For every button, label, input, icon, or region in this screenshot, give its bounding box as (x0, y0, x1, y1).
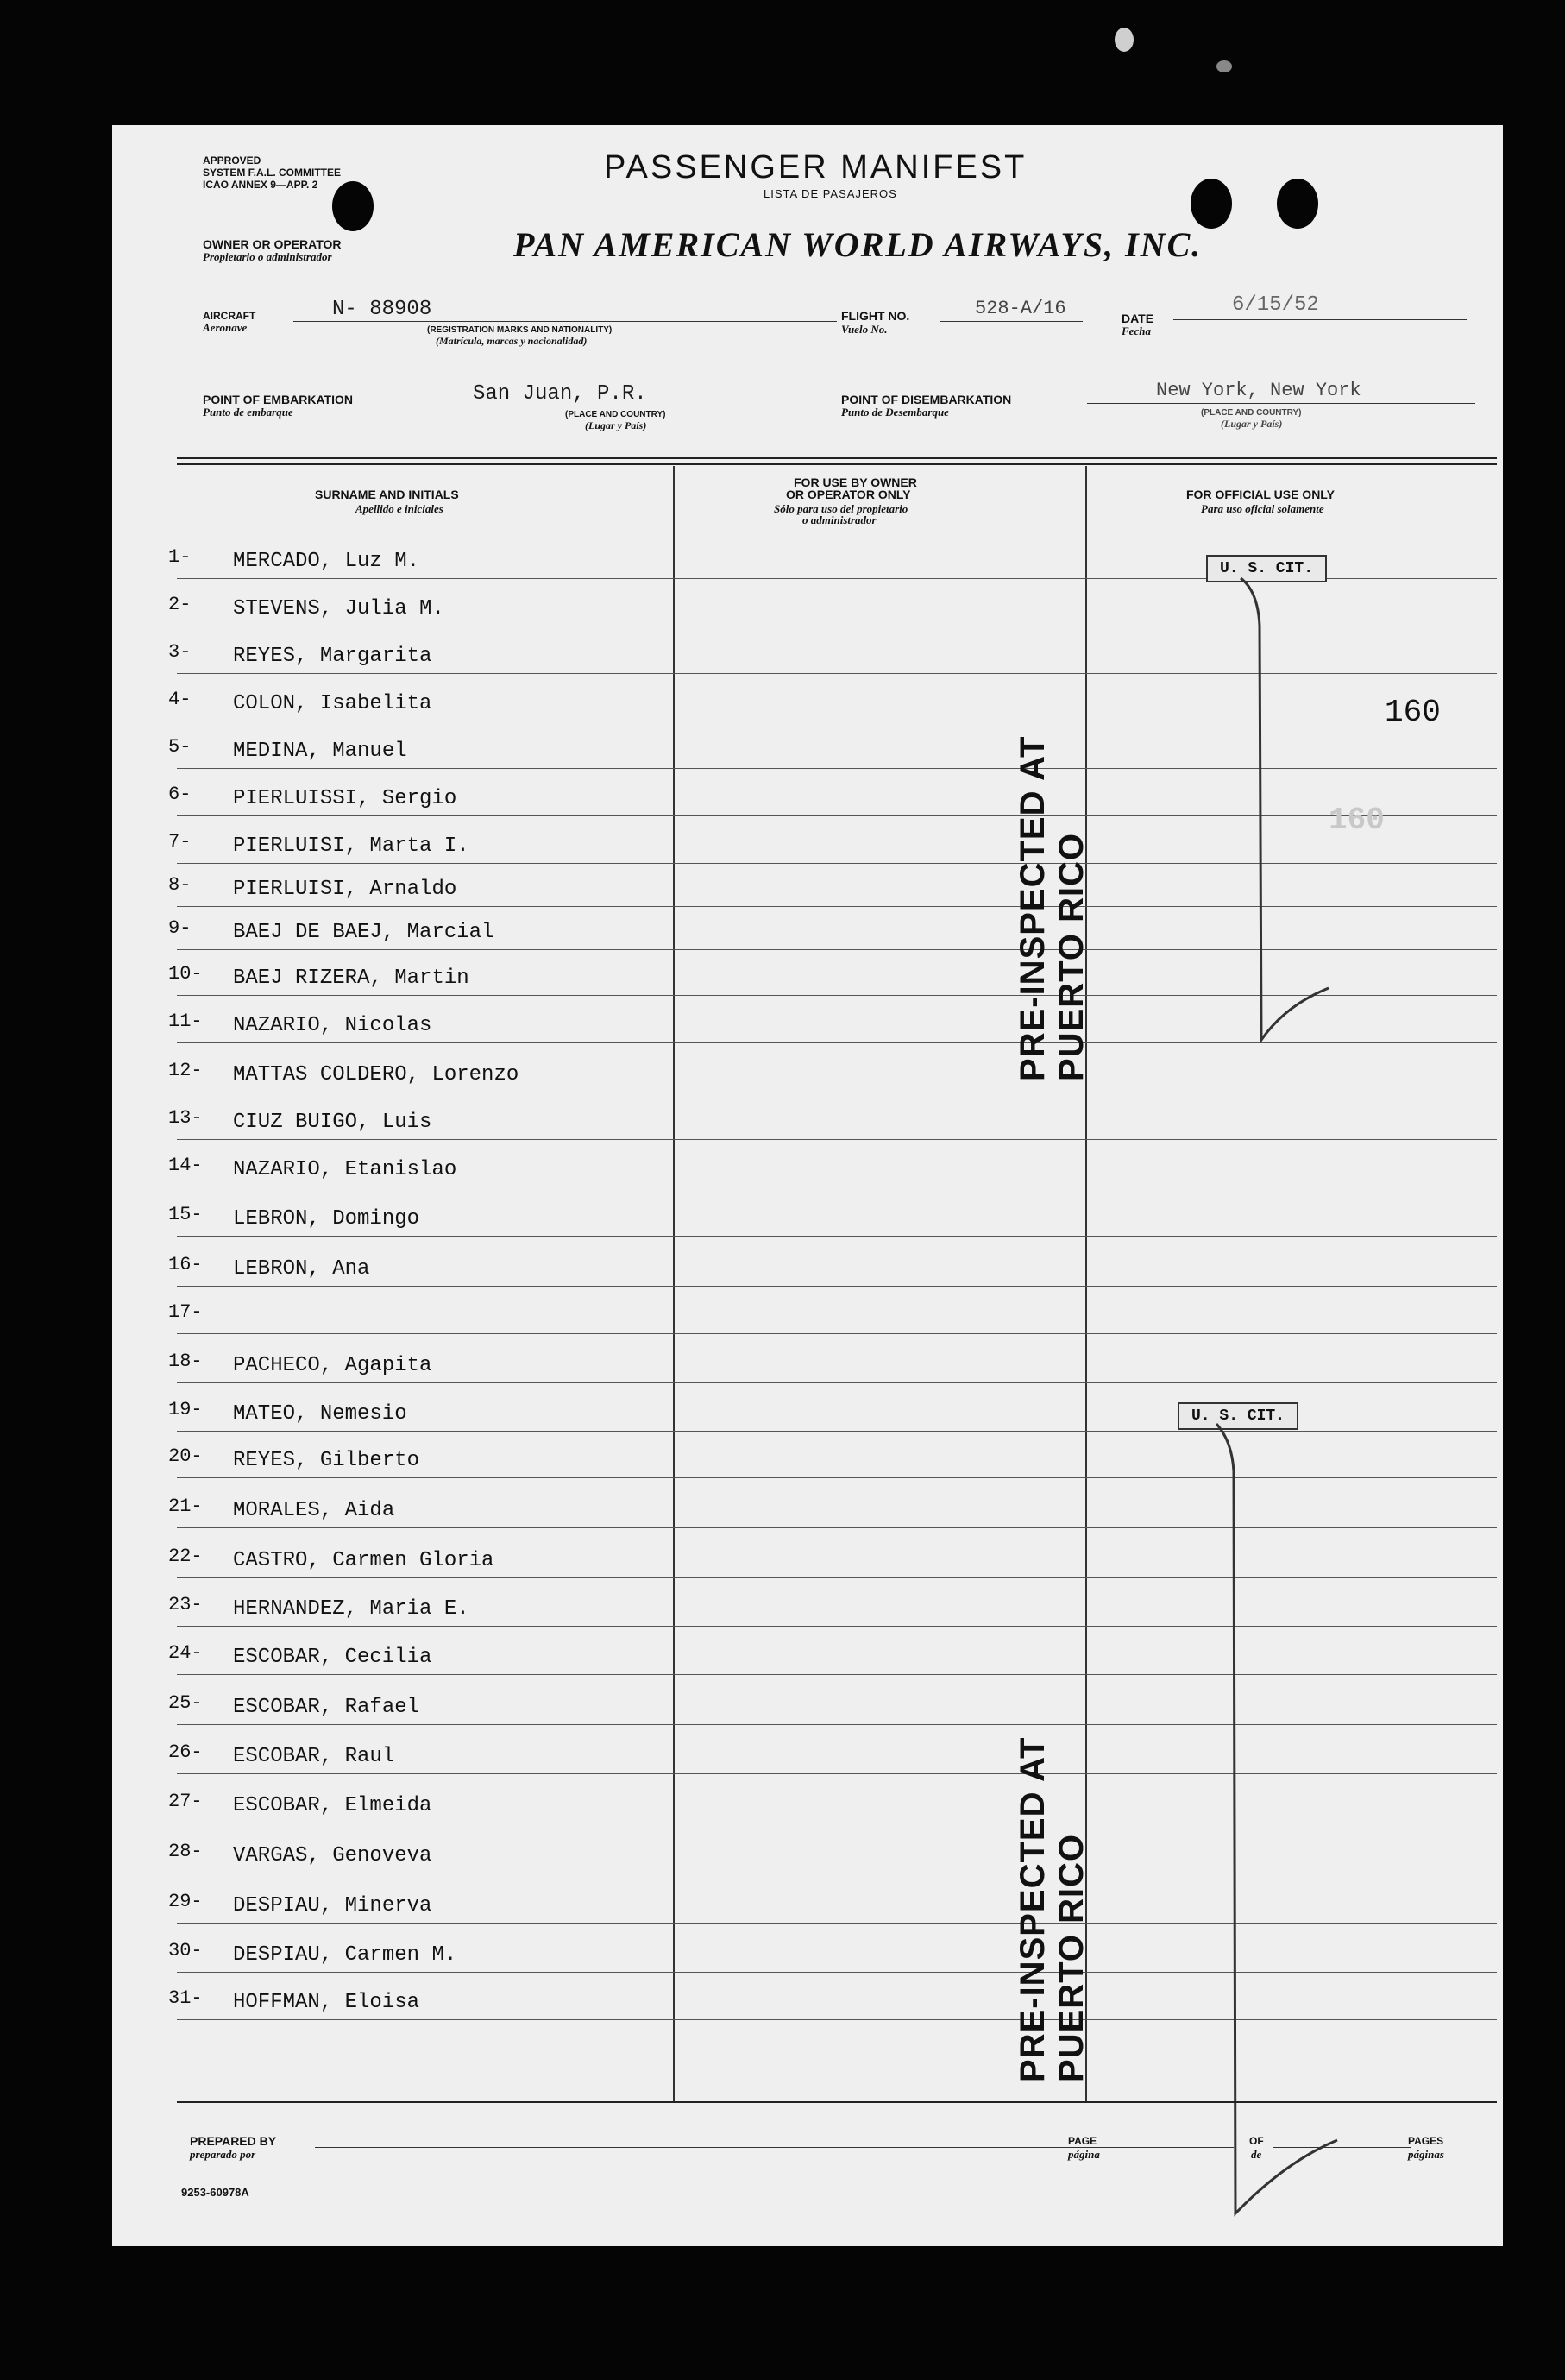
form-number: 9253-60978A (181, 2186, 249, 2199)
row-number: 12- (168, 1060, 203, 1081)
company-name: PAN AMERICAN WORLD AIRWAYS, INC. (513, 225, 1203, 264)
row-rule (177, 1382, 1497, 1383)
table-top-rule (177, 463, 1497, 465)
passenger-name: NAZARIO, Nicolas (233, 1014, 432, 1037)
registration-label-es: (Matrícula, marcas y nacionalidad) (436, 335, 588, 347)
surname-header: SURNAME AND INITIALS (315, 488, 459, 501)
passenger-name: ESCOBAR, Rafael (233, 1696, 420, 1719)
row-number: 3- (168, 641, 192, 663)
film-speck (1115, 28, 1134, 52)
official-use-header: FOR OFFICIAL USE ONLY (1186, 488, 1335, 501)
manifest-page (112, 125, 1503, 2246)
row-number: 8- (168, 874, 192, 896)
pages-underline (1273, 2147, 1411, 2148)
passenger-name: CIUZ BUIGO, Luis (233, 1111, 432, 1134)
passenger-name: BAEJ DE BAEJ, Marcial (233, 921, 494, 944)
passenger-name: PIERLUISI, Marta I. (233, 834, 469, 858)
surname-header-es: Apellido e iniciales (355, 502, 443, 515)
passenger-name: COLON, Isabelita (233, 692, 432, 715)
passenger-name: VARGAS, Genoveva (233, 1844, 432, 1867)
passenger-name: MATEO, Nemesio (233, 1402, 407, 1426)
film-speck (1216, 60, 1232, 72)
passenger-name: CASTRO, Carmen Gloria (233, 1549, 494, 1572)
pages-label: PAGES (1408, 2135, 1444, 2147)
approval-line: SYSTEM F.A.L. COMMITTEE (203, 167, 342, 179)
row-number: 20- (168, 1445, 203, 1467)
disembark-underline (1087, 403, 1475, 404)
passenger-name: HOFFMAN, Eloisa (233, 1991, 420, 2014)
embark-label-es: Punto de embarque (203, 406, 293, 419)
passenger-name: BAEJ RIZERA, Martin (233, 966, 469, 990)
passenger-name: REYES, Margarita (233, 645, 432, 668)
row-number: 23- (168, 1594, 203, 1615)
place-label-es: (Lugar y País) (585, 419, 647, 431)
passenger-name: NAZARIO, Etanislao (233, 1158, 457, 1181)
aircraft-underline (293, 321, 837, 322)
punch-hole (1191, 179, 1232, 229)
registration-label: (REGISTRATION MARKS AND NATIONALITY) (427, 325, 613, 335)
passenger-name: REYES, Gilberto (233, 1449, 420, 1472)
footer-rule (177, 2101, 1497, 2103)
passenger-name: PACHECO, Agapita (233, 1354, 432, 1377)
embark-label: POINT OF EMBARKATION (203, 393, 353, 406)
page-label: PAGE (1068, 2135, 1097, 2147)
disembark-label-es: Punto de Desembarque (841, 406, 949, 419)
place-label: (PLACE AND COUNTRY) (565, 410, 666, 419)
row-number: 17- (168, 1301, 203, 1323)
date-label: DATE (1122, 312, 1154, 325)
of-label: OF (1249, 2135, 1264, 2147)
passenger-name: ESCOBAR, Cecilia (233, 1646, 432, 1669)
passenger-name: MATTAS COLDERO, Lorenzo (233, 1063, 519, 1086)
count-160-faint: 160 (1329, 803, 1385, 838)
row-number: 15- (168, 1204, 203, 1225)
passenger-name: DESPIAU, Minerva (233, 1894, 432, 1917)
passenger-name: STEVENS, Julia M. (233, 597, 444, 620)
row-number: 21- (168, 1495, 203, 1517)
approval-line: APPROVED (203, 154, 261, 167)
punch-hole (1277, 179, 1318, 229)
passenger-name: DESPIAU, Carmen M. (233, 1943, 457, 1967)
row-rule (177, 1236, 1497, 1237)
row-number: 25- (168, 1692, 203, 1714)
owner-use-header-es: o administrador (802, 513, 877, 526)
pages-label-es: páginas (1408, 2148, 1444, 2161)
passenger-name: LEBRON, Ana (233, 1257, 370, 1281)
aircraft-value: N- 88908 (332, 298, 432, 321)
page-label-es: página (1068, 2148, 1100, 2161)
row-number: 1- (168, 546, 192, 568)
count-160: 160 (1385, 695, 1441, 730)
owner-label: OWNER OR OPERATOR (203, 237, 342, 251)
row-number: 29- (168, 1891, 203, 1912)
row-number: 22- (168, 1546, 203, 1567)
place-label-es-2: (Lugar y País) (1221, 418, 1283, 430)
date-value: 6/15/52 (1232, 293, 1319, 317)
row-number: 5- (168, 736, 192, 758)
row-number: 28- (168, 1841, 203, 1862)
row-number: 30- (168, 1940, 203, 1961)
prepared-label-es: preparado por (190, 2148, 256, 2161)
row-number: 7- (168, 831, 192, 853)
row-number: 26- (168, 1741, 203, 1763)
us-citizen-stamp: U. S. CIT. (1206, 555, 1327, 582)
row-number: 4- (168, 689, 192, 710)
passenger-name: ESCOBAR, Elmeida (233, 1794, 432, 1817)
place-label-2: (PLACE AND COUNTRY) (1201, 408, 1302, 418)
passenger-name: ESCOBAR, Raul (233, 1745, 395, 1768)
official-use-header-es: Para uso oficial solamente (1201, 502, 1324, 515)
row-rule (177, 1333, 1497, 1334)
aircraft-label: AIRCRAFT (203, 310, 256, 322)
row-number: 16- (168, 1254, 203, 1275)
row-number: 18- (168, 1351, 203, 1372)
row-number: 14- (168, 1155, 203, 1176)
embark-value: San Juan, P.R. (473, 382, 647, 406)
aircraft-label-es: Aeronave (203, 321, 248, 334)
date-label-es: Fecha (1122, 324, 1151, 337)
check-mark-icon (1165, 574, 1337, 1057)
punch-hole (332, 181, 374, 231)
row-number: 27- (168, 1791, 203, 1812)
owner-use-header: OR OPERATOR ONLY (786, 488, 911, 501)
passenger-name: MORALES, Aida (233, 1499, 395, 1522)
flight-label: FLIGHT NO. (841, 309, 910, 323)
owner-use-header-es: Sólo para uso del propietario (774, 502, 908, 515)
passenger-name: PIERLUISI, Arnaldo (233, 878, 457, 901)
column-divider (673, 466, 675, 2101)
row-number: 9- (168, 917, 192, 939)
prepared-underline (315, 2147, 1169, 2148)
table-top-rule (177, 457, 1497, 459)
disembark-value: New York, New York (1156, 380, 1361, 401)
passenger-name: MERCADO, Luz M. (233, 550, 420, 573)
page-underline (1104, 2147, 1234, 2148)
row-number: 13- (168, 1107, 203, 1129)
date-underline (1173, 319, 1467, 320)
of-label-es: de (1251, 2148, 1262, 2161)
page-title: PASSENGER MANIFEST (604, 149, 1028, 186)
flight-value: 528-A/16 (975, 298, 1066, 319)
owner-label-es: Propietario o administrador (203, 250, 332, 263)
flight-underline (940, 321, 1083, 322)
row-rule (177, 1139, 1497, 1140)
passenger-name: PIERLUISSI, Sergio (233, 787, 457, 810)
prepared-label: PREPARED BY (190, 2134, 277, 2148)
preinspected-stamp: PRE-INSPECTED AT PUERTO RICO (1014, 1736, 1090, 2082)
row-number: 31- (168, 1987, 203, 2009)
row-number: 10- (168, 963, 203, 985)
row-number: 11- (168, 1011, 203, 1032)
passenger-name: HERNANDEZ, Maria E. (233, 1597, 469, 1621)
page-subtitle: LISTA DE PASAJEROS (764, 187, 897, 200)
passenger-name: LEBRON, Domingo (233, 1207, 420, 1231)
disembark-label: POINT OF DISEMBARKATION (841, 393, 1012, 406)
approval-line: ICAO ANNEX 9—APP. 2 (203, 179, 318, 191)
row-number: 6- (168, 784, 192, 805)
owner-use-header: FOR USE BY OWNER (794, 475, 917, 489)
row-number: 19- (168, 1399, 203, 1420)
row-rule (177, 1286, 1497, 1287)
us-citizen-stamp: U. S. CIT. (1178, 1402, 1298, 1430)
flight-label-es: Vuelo No. (841, 323, 888, 336)
row-number: 24- (168, 1642, 203, 1664)
passenger-name: MEDINA, Manuel (233, 740, 407, 763)
row-number: 2- (168, 594, 192, 615)
preinspected-stamp: PRE-INSPECTED AT PUERTO RICO (1014, 735, 1090, 1081)
